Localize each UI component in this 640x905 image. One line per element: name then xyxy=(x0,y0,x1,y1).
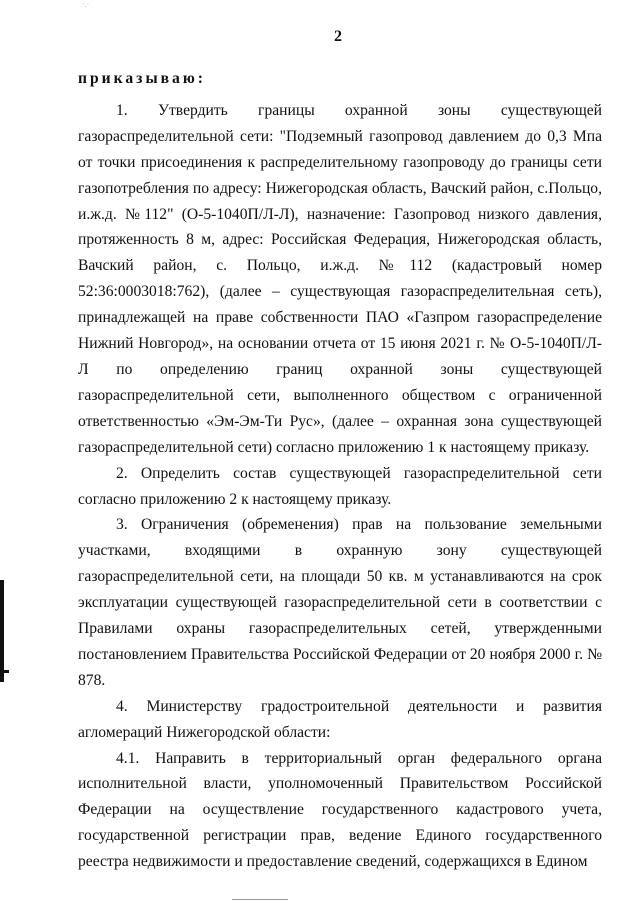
paragraph-4-1: 4.1. Направить в территориальный орган федерального органа исполнительной власти, уполномоченный Правительством Российской Федерации на осуществление государственного кадастрового учета, государственной регистрации прав, ведение Единого государственного реестра недвижимости и предоставление сведений, содержащихся в Едином xyxy=(78,749,602,871)
paragraph-3: 3. Ограничения (обременения) прав на пользование земельными участками, входящими в охранную зону существующей газораспределительной сети, на площади 50 кв. м устанавливаются на срок эксплуатации существующей газораспределительной сети в соответствии с Правилами охраны газораспределительных сетей, утвержденными постановлением Правительства Российской Федерации от 20 ноября 2000 г. № 878. xyxy=(78,516,602,689)
page-number: 2 xyxy=(334,28,342,45)
paragraph-1: 1. Утвердить границы охранной зоны существующей газораспределительной сети: "Подземный газопровод давлением до 0,3 Мпа от точки присоединения к распределительному газопроводу до границы сети газопотребления по адресу: Нижегородская область, Вачский район, с.Польцо, и.ж.д. №112" (О-5-1040П/Л-Л), назначение: Газопровод низкого давления, протяженность 8 м, адрес: Российская Федерация, Нижегородская область, Вачский район, с. Польцо, и.ж.д. №112 (кадастровый номер 52:36:0003018:762), (далее – существующая газораспределительная сеть), принадлежащей на праве собственности ПАО «Газпром газораспределение Нижний Новгород», на основании отчета от 15 июня 2021 г. № О-5-1040П/Л-Л по определению границ охранной зоны существующей газораспределительной сети, выполненного обществом с ограниченной ответственностью «Эм-Эм-Ти Рус», (далее – охранная зона существующей газораспределительной сети) согласно приложению 1 к настоящему приказу. xyxy=(78,101,602,456)
order-heading: приказываю: xyxy=(78,70,206,87)
document-body xyxy=(78,66,602,875)
paragraph-4: 4. Министерству градостроительной деятельности и развития агломераций Нижегородской области: xyxy=(78,697,602,741)
scan-edge-mark xyxy=(0,580,4,682)
paragraph-2: 2. Определить состав существующей газораспределительной сети согласно приложению 2 к настоящему приказу. xyxy=(78,464,602,508)
scan-artifact: ·.· xyxy=(82,0,90,9)
footer-rule xyxy=(232,899,288,900)
scan-edge-tick xyxy=(4,670,9,673)
